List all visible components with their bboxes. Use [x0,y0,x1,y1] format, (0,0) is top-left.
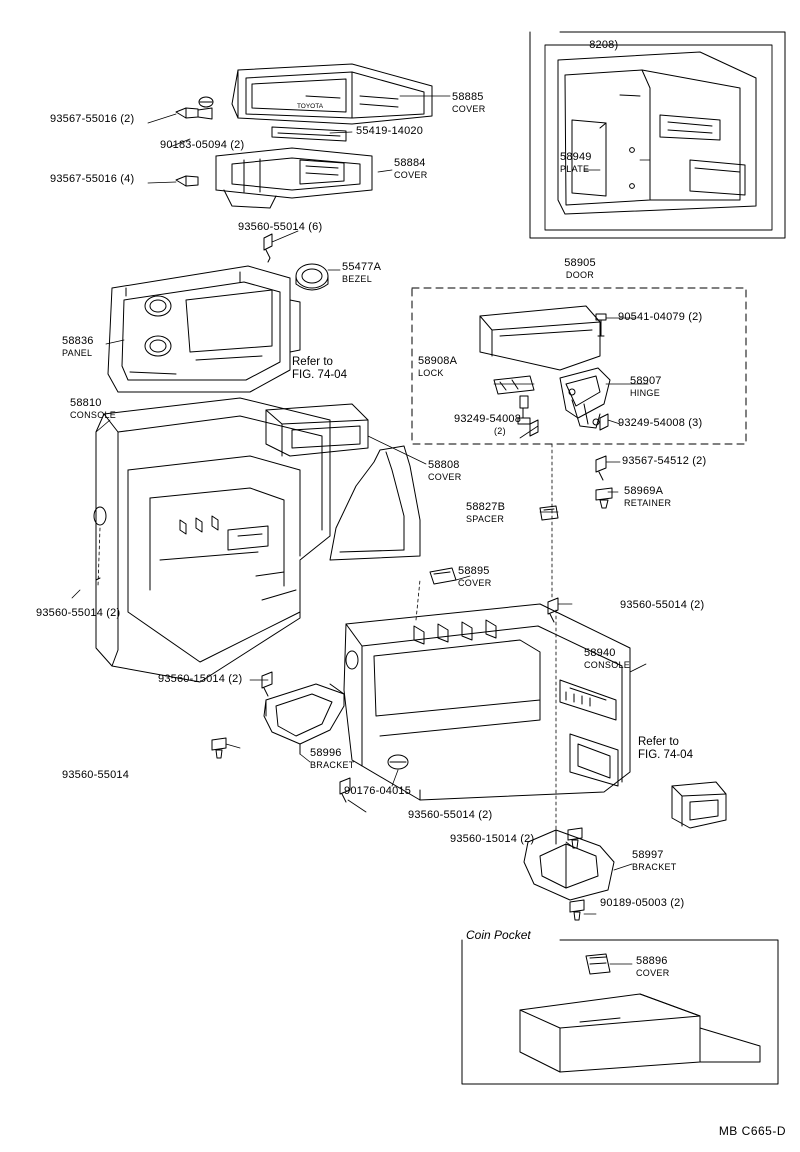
part-58808: 58808 COVER [428,459,462,482]
part-93560-15014-2a: 93560-15014 (2) [158,673,243,685]
part-58810: 58810 CONSOLE [70,397,117,420]
part-58895: 58895 COVER [458,565,492,588]
part-58940: 58940 CONSOLE [584,647,631,670]
part-55477A: 55477A BEZEL [342,261,382,284]
part-93560-55014-2b: 93560-55014 (2) [36,607,121,619]
part-93560-55014-6: 93560-55014 (6) [238,221,323,233]
refer-note-1: Refer to FIG. 74-04 [292,356,347,381]
svg-text:TOYOTA: TOYOTA [296,103,324,110]
part-58827B: 58827B SPACER [466,501,506,524]
part-90541-04079-2: 90541-04079 (2) [618,311,703,323]
part-93560-55014-2c: 93560-55014 (2) [408,809,493,821]
part-93560-55014: 93560-55014 [62,769,130,781]
part-93560-55014-2a: 93560-55014 (2) [620,599,705,611]
part-58836: 58836 PANEL [62,335,94,358]
part-93249-54008-2: 93249-54008 (2) [454,413,522,436]
refer-note-2: Refer to FIG. 74-04 [638,736,693,761]
diagram-footer-code: MB C665-D [718,1124,786,1138]
part-90189-05003-2: 90189-05003 (2) [600,897,685,909]
part-58997: 58997 BRACKET [632,849,677,872]
part-93567-55016-4: 93567-55016 (4) [50,173,135,185]
part-58969A: 58969A RETAINER [624,485,672,508]
part-55419-14020: 55419-14020 [356,125,424,137]
section-label-top-right: —8208) [578,39,619,51]
part-93567-55016-2: 93567-55016 (2) [50,113,135,125]
part-58949: 58949 PLATE [560,151,592,174]
part-58896: 58896 COVER [636,955,670,978]
section-label-coin-pocket: Coin Pocket [466,928,531,942]
part-58908A: 58908A LOCK [418,355,458,378]
group-58905: 58905 DOOR [564,257,596,280]
part-93560-15014-2b: 93560-15014 (2) [450,833,535,845]
part-93567-54512-2: 93567-54512 (2) [622,455,707,467]
part-58885: 58885 COVER [452,91,486,114]
part-58996: 58996 BRACKET [310,747,355,770]
part-90183-05094-2: 90183-05094 (2) [160,139,245,151]
part-93249-54008-3: 93249-54008 (3) [618,417,703,429]
part-58884: 58884 COVER [394,157,428,180]
part-58907: 58907 HINGE [630,375,662,398]
part-90176-04015: 90176-04015 [344,785,412,797]
